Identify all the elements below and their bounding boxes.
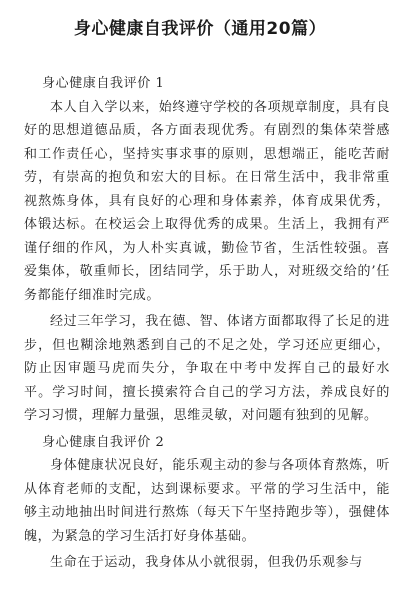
section-heading: 身心健康自我评价 2 <box>42 434 165 450</box>
paragraph: 生命在于运动，我身体从小就很弱，但我仍乐观参与 <box>50 555 363 570</box>
section-1 <box>24 72 390 428</box>
paragraph: 本人自入学以来，始终遵守学校的各项规章制度，具有良好的思想道德品质，各方面表现优秀。有剧烈的集体荣誉感和工作责任心，坚持实事求事的原则，思想端正，能吃苦耐劳，有崇高的抱负和宏大的目标。在日常生活中，我非常重视熬炼身体，具有良好的心理和身体素养，体育成果优秀，体锻达标。在校运会上取得优秀的成果。生活上，我拥有严谨仔细的作风，为人朴实真诚，勤俭节省，生活性较强。喜爱集体，敬重师长，团结同学，乐于助人，对班级交给的’任务都能仔细准时完成。 <box>24 99 391 303</box>
section-heading: 身心健康自我评价 1 <box>42 76 165 91</box>
paragraph: 经过三年学习，我在德、智、体诸方面都取得了长足的进步，但也糊涂地熟悉到自己的不足之处，学习还应更细心，防止因审题马虎而失分，争取在中考中发挥自己的最好水平。学习时间，擅长摸索符合自己的学习方法，养成良好的学习习惯，理解力量强，思维灵敏，对问题有独到的见解。 <box>24 314 391 423</box>
paragraph: 身体健康状况良好，能乐观主动的参与各项体育熬炼，听从体育老师的支配，达到课标要求。平常的学习生活中，能够主动地抽出时间进行熬炼（每天下午坚持跑步等），强健体魄，为紧急的学习生活打好身体基础。 <box>24 458 391 544</box>
section-2 <box>24 431 390 575</box>
document-body <box>24 72 390 575</box>
document-title: 身心健康自我评价（通用20篇） <box>73 19 327 39</box>
